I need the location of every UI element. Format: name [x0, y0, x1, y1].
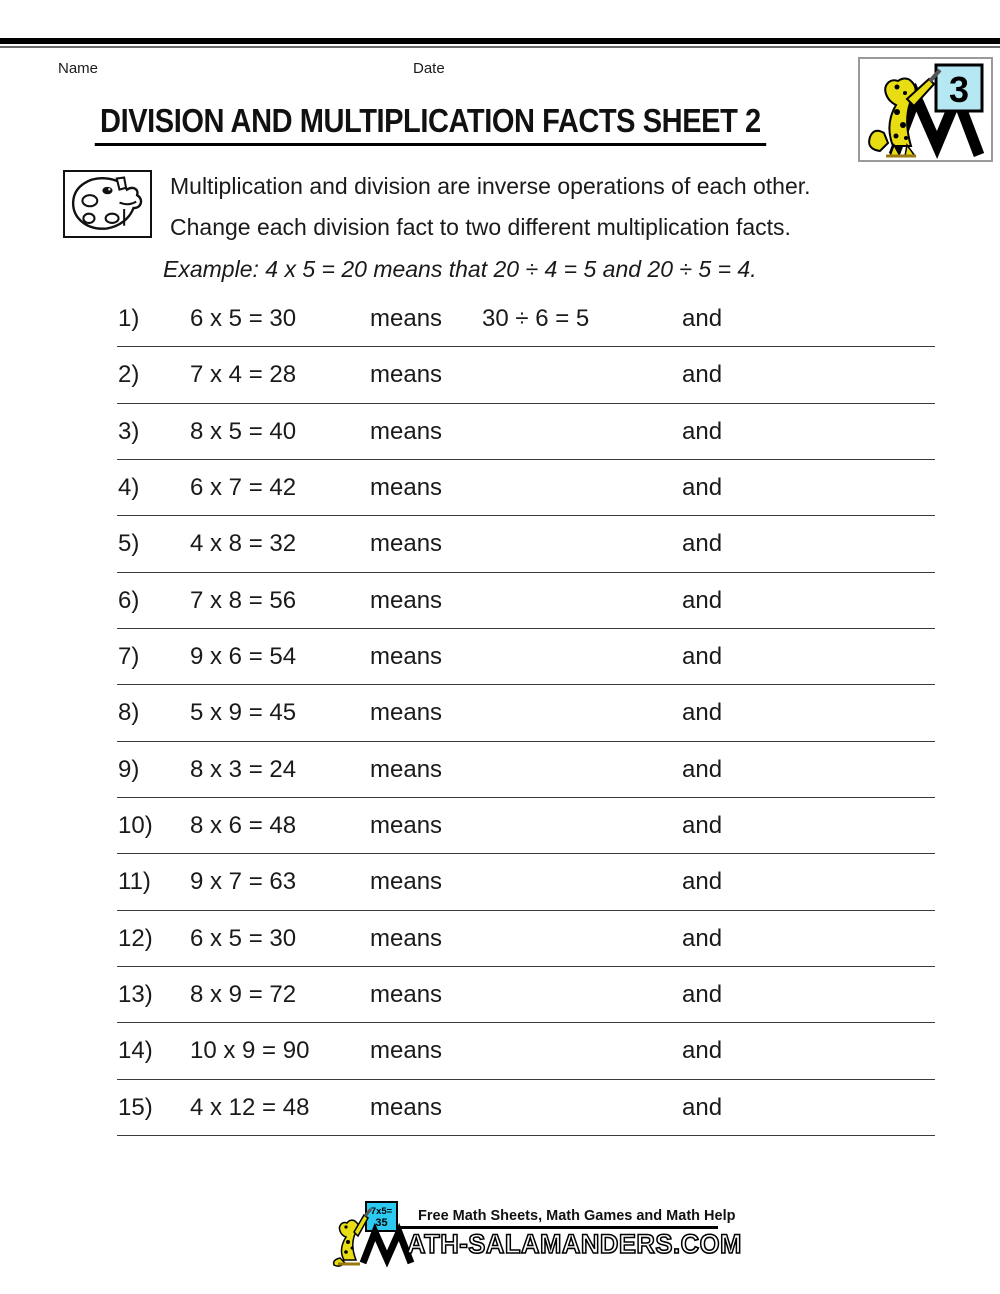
- division-answer-2-blank: [757, 460, 932, 515]
- division-answer-2-blank: [757, 404, 932, 459]
- division-answer-2-blank: [757, 516, 932, 571]
- multiplication-fact: 8 x 5 = 40: [190, 417, 297, 445]
- row-number: 5): [118, 530, 140, 558]
- worksheet-row: [117, 460, 935, 516]
- division-answer-2-blank: [757, 1023, 932, 1078]
- division-answer-2-blank: [757, 347, 932, 402]
- means-label: means: [370, 812, 443, 840]
- means-label: means: [370, 417, 443, 445]
- footer-board-line2: 35: [375, 1217, 388, 1229]
- multiplication-fact: 8 x 6 = 48: [190, 812, 297, 840]
- and-label: and: [682, 924, 723, 952]
- worksheet-row: [117, 798, 935, 854]
- row-number: 6): [118, 586, 140, 614]
- multiplication-fact: 6 x 5 = 30: [190, 305, 297, 332]
- and-label: and: [682, 586, 723, 614]
- salamander-grade-logo-icon: [860, 59, 991, 160]
- worksheet-row: [117, 1023, 935, 1079]
- row-number: 12): [118, 924, 153, 952]
- and-label: and: [682, 755, 723, 783]
- and-label: and: [682, 417, 723, 445]
- row-number: 7): [118, 643, 140, 671]
- row-number: 11): [118, 868, 151, 896]
- division-answer-2-blank: [757, 291, 932, 346]
- grade-number: 3: [948, 69, 970, 110]
- multiplication-fact: 9 x 6 = 54: [190, 643, 297, 671]
- row-number: 1): [118, 305, 140, 332]
- division-answer-2-blank: [757, 854, 932, 909]
- and-label: and: [682, 643, 723, 671]
- instruction-icon-box: [63, 170, 152, 238]
- grade-logo-box: [858, 57, 993, 162]
- division-answer-2-blank: [757, 742, 932, 797]
- means-label: means: [370, 586, 443, 614]
- division-answer-2-blank: [757, 911, 932, 966]
- division-answer-2-blank: [757, 685, 932, 740]
- division-answer-2-blank: [757, 573, 932, 628]
- name-label: Name: [58, 60, 99, 77]
- top-divider-line: [0, 46, 1000, 48]
- means-label: means: [370, 699, 443, 727]
- multiplication-fact: 9 x 7 = 63: [190, 868, 297, 896]
- means-label: means: [370, 530, 443, 558]
- division-answer-2-blank: [757, 629, 932, 684]
- means-label: means: [370, 924, 443, 952]
- and-label: and: [682, 981, 723, 1009]
- division-answer-1: 30 ÷ 6 = 5: [482, 305, 590, 332]
- date-label: Date: [413, 60, 445, 77]
- worksheet-row: [117, 291, 935, 347]
- means-label: means: [370, 1037, 443, 1065]
- multiplication-fact: 8 x 9 = 72: [190, 981, 297, 1009]
- salamander-head-icon: [65, 172, 149, 235]
- and-label: and: [682, 474, 723, 502]
- worksheet-row: [117, 742, 935, 798]
- worksheet-rows: [117, 291, 935, 1136]
- row-number: 14): [118, 1037, 153, 1065]
- worksheet-row: [117, 629, 935, 685]
- and-label: and: [682, 1037, 723, 1065]
- means-label: means: [370, 755, 443, 783]
- and-label: and: [682, 699, 723, 727]
- footer-board-line1: 7x5=: [370, 1206, 393, 1217]
- row-number: 13): [118, 981, 153, 1009]
- means-label: means: [370, 361, 443, 389]
- and-label: and: [682, 305, 723, 332]
- worksheet-row: [117, 967, 935, 1023]
- worksheet-row: [117, 573, 935, 629]
- means-label: means: [370, 868, 443, 896]
- multiplication-fact: 4 x 12 = 48: [190, 1093, 310, 1121]
- instruction-example: Example: 4 x 5 = 20 means that 20 ÷ 4 = 5 and 20 ÷ 5 = 4.: [163, 256, 757, 282]
- means-label: means: [370, 643, 443, 671]
- worksheet-row: [117, 404, 935, 460]
- worksheet-row: [117, 516, 935, 572]
- means-label: means: [370, 305, 443, 332]
- row-number: 4): [118, 474, 140, 502]
- footer-tagline: Free Math Sheets, Math Games and Math Help: [418, 1208, 736, 1224]
- row-number: 2): [118, 361, 140, 389]
- multiplication-fact: 6 x 7 = 42: [190, 474, 297, 502]
- and-label: and: [682, 868, 723, 896]
- means-label: means: [370, 981, 443, 1009]
- instruction-line-1: Multiplication and division are inverse operations of each other.: [170, 173, 811, 199]
- row-number: 3): [118, 417, 140, 445]
- title-wrap: [0, 102, 860, 146]
- multiplication-fact: 4 x 8 = 32: [190, 530, 297, 558]
- and-label: and: [682, 361, 723, 389]
- division-answer-2-blank: [757, 798, 932, 853]
- multiplication-fact: 7 x 8 = 56: [190, 586, 297, 614]
- multiplication-fact: 10 x 9 = 90: [190, 1037, 310, 1065]
- instruction-line-2: Change each division fact to two different multiplication facts.: [170, 214, 791, 240]
- multiplication-fact: 5 x 9 = 45: [190, 699, 297, 727]
- division-answer-2-blank: [757, 1080, 932, 1135]
- means-label: means: [370, 474, 443, 502]
- worksheet-row: [117, 347, 935, 403]
- worksheet-row: [117, 685, 935, 741]
- row-number: 10): [118, 812, 153, 840]
- and-label: and: [682, 1093, 723, 1121]
- row-number: 15): [118, 1093, 153, 1121]
- worksheet-row: [117, 854, 935, 910]
- footer: [330, 1198, 742, 1276]
- footer-wordmark: ATH-SALAMANDERS.COM: [407, 1229, 742, 1259]
- multiplication-fact: 7 x 4 = 28: [190, 361, 297, 389]
- and-label: and: [682, 530, 723, 558]
- multiplication-fact: 6 x 5 = 30: [190, 924, 297, 952]
- row-number: 8): [118, 699, 140, 727]
- means-label: means: [370, 1093, 443, 1121]
- multiplication-fact: 8 x 3 = 24: [190, 755, 297, 783]
- top-divider-bar: [0, 38, 1000, 44]
- row-number: 9): [118, 755, 140, 783]
- page-title: DIVISION AND MULTIPLICATION FACTS SHEET 2: [94, 102, 765, 146]
- division-answer-2-blank: [757, 967, 932, 1022]
- worksheet-row: [117, 911, 935, 967]
- worksheet-row: [117, 1080, 935, 1136]
- and-label: and: [682, 812, 723, 840]
